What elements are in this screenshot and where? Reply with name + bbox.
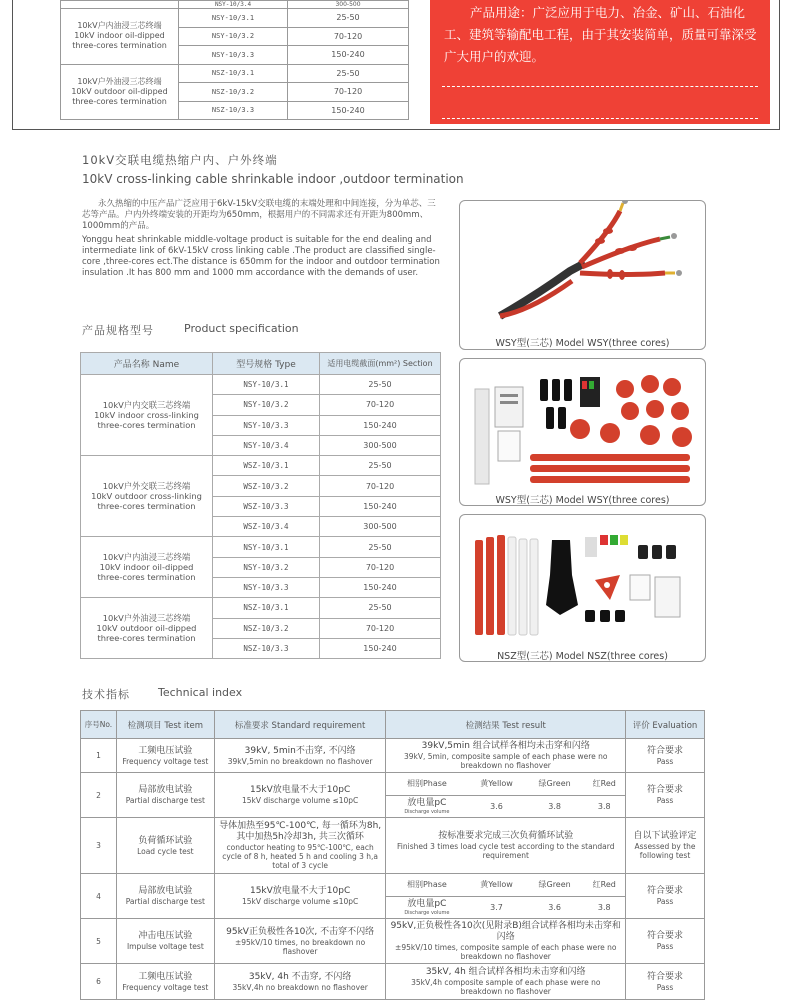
type-cell: NSY-10/3.3	[213, 577, 320, 597]
product-name-line: 10kV户外油浸三芯终端	[77, 76, 162, 86]
table-row	[81, 375, 441, 395]
product-name-line: 10kV户内交联三芯终端	[102, 400, 191, 411]
test-item-cn: 工频电压试验	[138, 745, 193, 756]
discharge-value: 3.8	[548, 801, 561, 811]
type-cell: NSY-10/3.2	[179, 27, 288, 46]
type-cell: NSY-10/3.1	[213, 375, 320, 395]
type-cell: NSZ-10/3.2	[213, 618, 320, 638]
product-name-line: three-cores termination	[72, 41, 167, 51]
discharge-value: 3.8	[597, 801, 611, 811]
result-en: 35kV,4h composite sample of each phase were no breakdown no flashover	[411, 978, 601, 996]
product-name-line: three-cores termination	[97, 501, 196, 512]
row-number: 2	[81, 773, 117, 818]
phase-color: 红Red	[583, 874, 625, 896]
test-item-cell	[116, 874, 214, 919]
table-row	[81, 739, 705, 773]
evaluation-cn: 符合要求	[647, 971, 684, 982]
type-cell: WSZ-10/3.4	[213, 517, 320, 537]
test-item-cell	[116, 964, 214, 1000]
evaluation-en: Pass	[656, 897, 674, 906]
table-row	[81, 598, 441, 618]
result-en: 39kV, 5min, composite sample of each phase were no breakdown no flashover	[403, 752, 608, 770]
tech-title-en: Technical index	[158, 686, 243, 699]
product-name-line: three-cores termination	[97, 420, 196, 431]
tech-index-table	[80, 710, 705, 1000]
type-cell: NSY-10/3.4	[179, 1, 288, 9]
evaluation-en: Pass	[656, 796, 674, 805]
requirement-cell	[214, 964, 386, 1000]
top-spec-table	[60, 0, 409, 120]
product-name-line: three-cores termination	[97, 633, 196, 644]
product-name-line: 10kV outdoor oil-dipped	[71, 86, 168, 96]
section-title-cn: 10kV交联电缆热缩户内、户外终端	[82, 153, 278, 167]
test-item-cell	[116, 773, 214, 818]
requirement-cn: 15kV放电量不大于10pC	[249, 785, 351, 795]
phase-color: 红Red	[583, 773, 625, 795]
table-row	[81, 773, 705, 818]
table-row	[81, 537, 441, 557]
table-cell	[61, 1, 179, 9]
result-cell	[386, 739, 626, 773]
photo-caption: WSY型(三芯) Model WSY(three cores)	[495, 495, 670, 506]
volume-row	[386, 795, 625, 817]
requirement-cell	[214, 773, 386, 818]
result-cell	[386, 818, 626, 874]
product-photo-2	[459, 358, 706, 506]
section-cell: 70-120	[320, 395, 441, 415]
section-cell: 150-240	[320, 415, 441, 435]
phase-row	[386, 874, 625, 896]
requirement-cn: 35kV, 4h 不击穿, 不闪络	[248, 971, 352, 982]
type-cell: WSZ-10/3.2	[213, 476, 320, 496]
evaluation-cell	[626, 739, 705, 773]
table-row	[61, 1, 409, 9]
test-item-en: Partial discharge test	[125, 897, 205, 906]
type-cell: NSY-10/3.3	[213, 415, 320, 435]
requirement-en: 15kV discharge volume ≤10pC	[241, 897, 359, 906]
product-name-line: 10kV outdoor cross-linking	[91, 491, 202, 502]
test-item-en: Impulse voltage test	[126, 942, 204, 951]
section-cell: 70-120	[288, 83, 409, 102]
volume-label-cell	[386, 795, 467, 817]
evaluation-cn: 符合要求	[647, 745, 684, 756]
photo-caption: WSY型(三芯) Model WSY(three cores)	[495, 338, 670, 349]
requirement-cn: 导体加热至95℃-100℃, 每一循环为8h, 其中加热5h冷却3h, 共三次循环	[219, 821, 382, 842]
phase-color: 黄Yellow	[467, 874, 525, 896]
discharge-subtable	[386, 874, 625, 918]
row-number: 5	[81, 919, 117, 964]
section-cell: 150-240	[320, 638, 441, 658]
requirement-cell	[214, 919, 386, 964]
product-name-line: three-cores termination	[97, 572, 196, 583]
tech-header-item: 检测项目 Test item	[116, 711, 214, 739]
result-cell	[386, 773, 626, 818]
phase-row	[386, 773, 625, 795]
requirement-cn: 39kV, 5min不击穿, 不闪络	[244, 745, 356, 756]
usage-divider	[442, 118, 758, 119]
test-item-en: Frequency voltage test	[122, 982, 209, 992]
table-row	[81, 874, 705, 919]
requirement-cell	[214, 874, 386, 919]
test-item-en: Load cycle test	[137, 846, 194, 856]
requirement-cell	[214, 818, 386, 874]
section-cell: 25-50	[320, 375, 441, 395]
product-name-cell	[81, 456, 213, 537]
evaluation-cn: 符合要求	[647, 886, 684, 896]
requirement-en: 39kV,5min no breakdown no flashover	[227, 756, 373, 766]
evaluation-en: Pass	[656, 982, 674, 992]
result-cn: 95kV,正负极性各10次(见附录B)组合试样各相均未击穿和闪络	[390, 921, 621, 942]
nsz-kit-photo-svg	[460, 515, 706, 645]
section-cell: 25-50	[320, 598, 441, 618]
usage-text: 产品用途：广泛应用于电力、冶金、矿山、石油化工、建筑等输配电工程，由于其安装简单，质量可靠深受广大用户的欢迎。	[444, 5, 757, 64]
table-row	[81, 964, 705, 1000]
evaluation-cell	[626, 964, 705, 1000]
type-cell: NSZ-10/3.1	[213, 598, 320, 618]
table-row	[81, 456, 441, 476]
description-cn: 永久热缩的中压产品广泛应用于6kV-15kV交联电缆的末端处理和中间连接，分为单芯、三芯等产品。户内外终端安装的开距均为650mm，根据用户的不同需求还有开距为800mm、1000mm的产品。	[82, 199, 436, 231]
spec-title-cn: 产品规格型号	[82, 324, 154, 337]
volume-label-cell	[386, 896, 467, 918]
table-row	[81, 919, 705, 964]
result-en: Finished 3 times load cycle test according to the standard requirement	[397, 842, 615, 860]
product-name-line: 10kV indoor oil-dipped	[74, 31, 165, 41]
row-number: 1	[81, 739, 117, 773]
product-name-line: 10kV户内油浸三芯终端	[77, 21, 162, 31]
tech-title-cn: 技术指标	[82, 688, 130, 701]
product-name-line: 10kV indoor oil-dipped	[99, 562, 194, 573]
spec-table	[80, 352, 441, 659]
phase-color: 绿Green	[526, 874, 584, 896]
requirement-en: conductor heating to 95℃-100℃, each cycle of 8 h, heated 5 h and cooling 3 h,a total of 3 cycle	[222, 843, 378, 870]
row-number: 3	[81, 818, 117, 874]
section-cell: 300-500	[320, 435, 441, 455]
product-photo-3	[459, 514, 706, 662]
test-item-cn: 冲击电压试验	[138, 931, 193, 941]
result-cell	[386, 964, 626, 1000]
section-cell: 300-500	[288, 1, 409, 9]
type-cell: NSZ-10/3.3	[179, 101, 288, 120]
product-name-line: 10kV户内油浸三芯终端	[102, 552, 191, 563]
product-name-cell	[61, 9, 179, 65]
result-en: ±95kV/10 times, composite sample of each phase were no breakdown no flashover	[395, 943, 617, 961]
requirement-cn: 95kV正负极性各10次, 不击穿不闪络	[226, 926, 375, 937]
row-number: 6	[81, 964, 117, 1000]
section-cell: 25-50	[288, 9, 409, 28]
type-cell: NSY-10/3.1	[213, 537, 320, 557]
type-cell: NSY-10/3.2	[213, 557, 320, 577]
test-item-cn: 局部放电试验	[138, 785, 193, 795]
type-cell: WSZ-10/3.3	[213, 496, 320, 516]
requirement-en: 35kV,4h no breakdown no flashover	[232, 982, 368, 992]
usage-box	[430, 0, 770, 124]
spec-header-section: 适用电缆截面(mm²) Section	[320, 353, 441, 375]
section-cell: 300-500	[320, 517, 441, 537]
section-description	[82, 199, 442, 282]
evaluation-en: Pass	[656, 756, 674, 766]
product-name-line: 10kV indoor cross-linking	[94, 410, 199, 421]
section-cell: 70-120	[288, 27, 409, 46]
discharge-value: 3.6	[548, 902, 561, 912]
tech-header-result: 检测结果 Test result	[386, 711, 626, 739]
requirement-cell	[214, 739, 386, 773]
evaluation-cell	[626, 874, 705, 919]
phase-label: 相别Phase	[386, 773, 467, 795]
test-item-cell	[116, 919, 214, 964]
tech-header-no: 序号No.	[81, 711, 117, 739]
volume-row	[386, 896, 625, 918]
test-item-cn: 工频电压试验	[138, 971, 193, 982]
section-cell: 25-50	[320, 537, 441, 557]
phase-color: 黄Yellow	[467, 773, 525, 795]
section-cell: 25-50	[320, 456, 441, 476]
requirement-en: ±95kV/10 times, no breakdown no flashover	[234, 937, 366, 956]
test-item-cn: 负荷循环试验	[138, 835, 193, 846]
table-row	[61, 9, 409, 28]
section-cell: 70-120	[320, 618, 441, 638]
section-cell: 25-50	[288, 64, 409, 83]
discharge-subtable	[386, 773, 625, 817]
test-item-en: Frequency voltage test	[122, 756, 209, 766]
section-cell: 150-240	[288, 101, 409, 120]
discharge-value: 3.6	[490, 801, 503, 811]
section-cell: 150-240	[320, 577, 441, 597]
spec-header-type: 型号规格 Type	[213, 353, 320, 375]
evaluation-cell	[626, 773, 705, 818]
type-cell: NSZ-10/3.3	[213, 638, 320, 658]
spec-header-name: 产品名称 Name	[81, 353, 213, 375]
evaluation-cell	[626, 818, 705, 874]
phase-label: 相别Phase	[386, 874, 467, 896]
product-name-cell	[81, 375, 213, 456]
section-cell: 150-240	[288, 46, 409, 65]
phase-color: 绿Green	[526, 773, 584, 795]
evaluation-cn: 自以下试验评定	[633, 831, 697, 841]
usage-divider	[442, 86, 758, 87]
description-en: Yonggu heat shrinkable middle-voltage product is suitable for the end dealing and intermediate link of 6kV-15kV cross linking cable .The product are classified single-core ,three-cores ect.The distance is 650mm for the indoor and outdoor termination insulation .It has 800 mm and 1000 mm accordance with the demands of user.	[82, 235, 440, 278]
section-cell: 70-120	[320, 557, 441, 577]
termination-photo-svg	[460, 201, 706, 331]
tech-header-evaluation: 评价 Evaluation	[626, 711, 705, 739]
evaluation-cell	[626, 919, 705, 964]
type-cell: NSY-10/3.2	[213, 395, 320, 415]
result-cn: 35kV, 4h 组合试样各相均未击穿和闪络	[425, 967, 586, 977]
product-name-cell	[81, 598, 213, 659]
test-item-cn: 局部放电试验	[138, 886, 193, 896]
volume-label: 放电量pC	[407, 898, 447, 909]
section-title-en: 10kV cross-linking cable shrinkable indoor ,outdoor termination	[82, 172, 464, 186]
volume-label-sub: Discharge volume	[404, 909, 450, 916]
tech-header-requirement: 标准要求 Standard requirement	[214, 711, 386, 739]
evaluation-en: Pass	[656, 942, 674, 951]
result-cn: 39kV,5min 组合试样各相均未击穿和闪络	[421, 741, 590, 751]
type-cell: NSY-10/3.4	[213, 435, 320, 455]
volume-label: 放电量pC	[407, 797, 447, 808]
section-cell: 70-120	[320, 476, 441, 496]
type-cell: NSZ-10/3.1	[179, 64, 288, 83]
requirement-en: 15kV discharge volume ≤10pC	[241, 796, 359, 805]
type-cell: NSY-10/3.3	[179, 46, 288, 65]
kit-photo-svg	[460, 359, 706, 489]
discharge-value: 3.7	[490, 902, 503, 912]
spec-title-en: Product specification	[184, 322, 299, 335]
test-item-cell	[116, 739, 214, 773]
result-cn: 按标准要求完成三次负荷循环试验	[438, 831, 574, 841]
type-cell: WSZ-10/3.1	[213, 456, 320, 476]
requirement-cn: 15kV放电量不大于10pC	[249, 886, 351, 896]
product-photo-1	[459, 200, 706, 350]
product-name-line: 10kV户外交联三芯终端	[102, 481, 191, 492]
test-item-cell	[116, 818, 214, 874]
product-name-line: 10kV户外油浸三芯终端	[102, 613, 191, 624]
type-cell: NSZ-10/3.2	[179, 83, 288, 102]
discharge-value: 3.8	[597, 902, 611, 912]
product-name-cell	[81, 537, 213, 598]
product-name-cell	[61, 64, 179, 120]
product-name-line: 10kV outdoor oil-dipped	[96, 623, 197, 634]
table-row	[81, 818, 705, 874]
evaluation-en: Assessed by the following test	[634, 842, 696, 860]
product-name-line: three-cores termination	[72, 96, 167, 106]
section-cell: 150-240	[320, 496, 441, 516]
table-row	[61, 64, 409, 83]
type-cell: NSY-10/3.1	[179, 9, 288, 28]
top-fragment-frame	[12, 0, 780, 130]
row-number: 4	[81, 874, 117, 919]
photo-caption: NSZ型(三芯) Model NSZ(three cores)	[497, 651, 668, 662]
result-cell	[386, 919, 626, 964]
evaluation-cn: 符合要求	[647, 931, 684, 941]
test-item-en: Partial discharge test	[125, 796, 205, 805]
evaluation-cn: 符合要求	[647, 785, 684, 795]
volume-label-sub: Discharge volume	[404, 808, 450, 815]
result-cell	[386, 874, 626, 919]
